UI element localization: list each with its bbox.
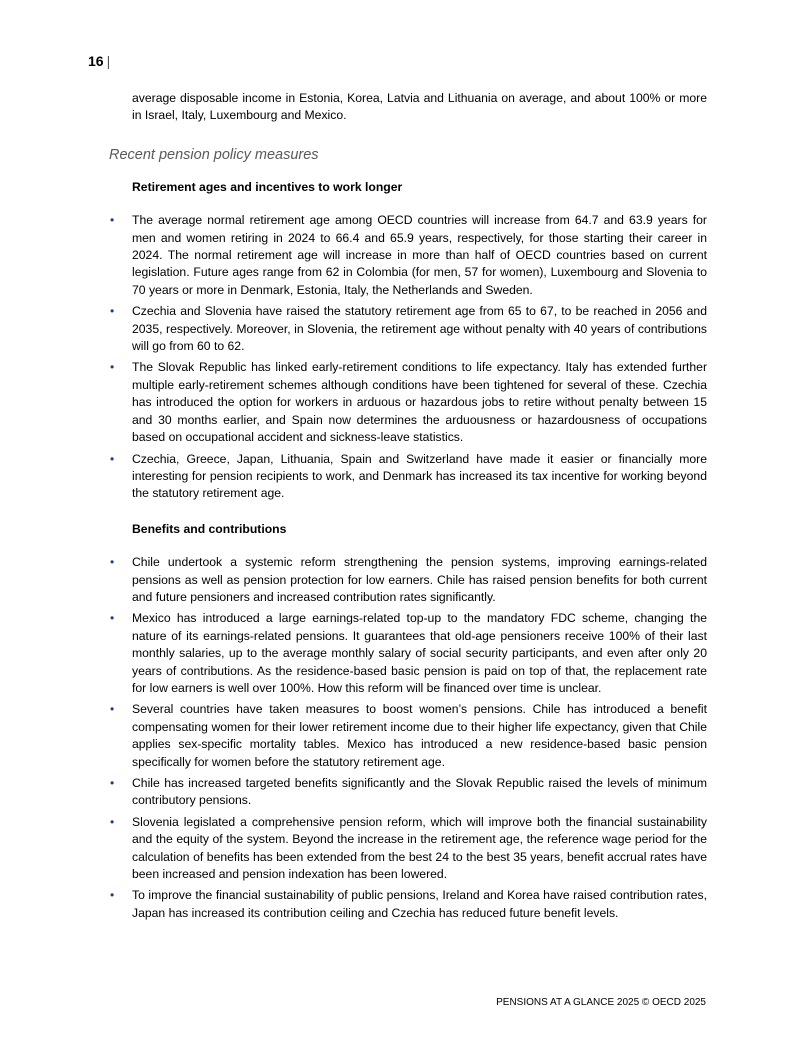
page-content: [109, 90, 707, 926]
list-item-text: Czechia and Slovenia have raised the statutory retirement age from 65 to 67, to be reached in 2056 and 2035, respectively. Moreover, in Slovenia, the retirement age without penalty with 40 years of contributions will go from 60 to 62.: [132, 304, 707, 354]
bullet-icon: •: [110, 888, 115, 903]
list-item: [109, 814, 707, 884]
list-item: [109, 610, 707, 697]
list-item: [109, 303, 707, 355]
list-item: [109, 775, 707, 810]
list-item-text: To improve the financial sustainability of public pensions, Ireland and Korea have raised contribution rates, Japan has increased its contribution ceiling and Czechia has reduced future benefit levels.: [132, 888, 707, 920]
list-item: [109, 701, 707, 771]
bullet-icon: •: [110, 814, 115, 829]
subsection-title-benefits: Benefits and contributions: [132, 521, 287, 536]
page-header: [88, 53, 110, 69]
list-item-text: Slovenia legislated a comprehensive pension reform, which will improve both the financial sustainability and the equity of the system. Beyond the increase in the retirement age, the reference wage period for the calculation of benefits has been extended from the best 24 to the best 35 years, benefit accrual rates have been increased and pension indexation has been lowered.: [132, 814, 707, 882]
list-item-text: Chile has increased targeted benefits significantly and the Slovak Republic raised the levels of minimum contributory pensions.: [132, 776, 707, 808]
list-item-text: Mexico has introduced a large earnings-related top-up to the mandatory FDC scheme, changing the nature of its earnings-related pensions. It guarantees that old-age pensioners receive 100% of their last monthly salaries, up to the average monthly salary of social security participants, and even after only 20 years of contributions. As the residence-based basic pension is paid on top of that, the replacement rate for low earners is well over 100%. How this reform will be financed over time is unclear.: [132, 611, 707, 695]
bullet-list-retirement: [109, 212, 707, 503]
bullet-icon: •: [110, 360, 115, 375]
bullet-icon: •: [110, 555, 115, 570]
bullet-icon: •: [110, 611, 115, 626]
bullet-icon: •: [110, 776, 115, 790]
list-item: [109, 887, 707, 922]
intro-paragraph: average disposable income in Estonia, Korea, Latvia and Lithuania on average, and about 100% or more in Israel, Italy, Luxembourg and Mexico.: [132, 91, 707, 123]
list-item: [109, 554, 707, 606]
header-separator: |: [106, 53, 111, 69]
subsection-title-retirement: Retirement ages and incentives to work longer: [132, 179, 403, 194]
bullet-icon: •: [110, 213, 115, 228]
list-item-text: The average normal retirement age among OECD countries will increase from 64.7 and 63.9 years for men and women retiring in 2024 to 66.4 and 65.9 years, respectively, for those starting their career in 2024. The normal retirement age will increase in more than half of OECD countries based on current legislation. Future ages range from 62 in Colombia (for men, 57 for women), Luxembourg and Slovenia to 70 years or more in Denmark, Estonia, Italy, the Netherlands and Sweden.: [132, 213, 707, 297]
bullet-icon: •: [110, 304, 115, 319]
list-item: [109, 359, 707, 446]
list-item-text: The Slovak Republic has linked early-retirement conditions to life expectancy. Italy has extended further multiple early-retirement schemes although conditions have been tightened for several of these. Czechia has introduced the option for workers in arduous or hazardous jobs to retire without penalty between 15 and 30 months earlier, and Spain now determines the arduousness or hazardousness of occupations based on occupational accident and sickness-leave statistics.: [132, 360, 707, 445]
list-item-text: Several countries have taken measures to boost women’s pensions. Chile has introduced a benefit compensating women for their lower retirement income due to their higher life expectancy, given that Chile applies sex-specific mortality tables. Mexico has introduced a new residence-based basic pension specifically for women before the statutory retirement age.: [132, 702, 707, 769]
section-title: Recent pension policy measures: [109, 146, 319, 163]
list-item: [109, 212, 707, 299]
bullet-list-benefits: [109, 554, 707, 922]
page-number: 16: [88, 53, 104, 69]
list-item: [109, 451, 707, 503]
list-item-text: Czechia, Greece, Japan, Lithuania, Spain and Switzerland have made it easier or financially more interesting for pension recipients to work, and Denmark has increased its tax incentive for working beyond the statutory retirement age.: [132, 451, 707, 501]
bullet-icon: •: [110, 702, 115, 717]
page-footer: PENSIONS AT A GLANCE 2025 © OECD 2025: [496, 997, 706, 1008]
bullet-icon: •: [110, 451, 115, 466]
list-item-text: Chile undertook a systemic reform strengthening the pension systems, improving earnings-related pensions as well as pension protection for low earners. Chile has raised pension benefits for both current and future pensioners and increased contribution rates significantly.: [132, 555, 707, 604]
